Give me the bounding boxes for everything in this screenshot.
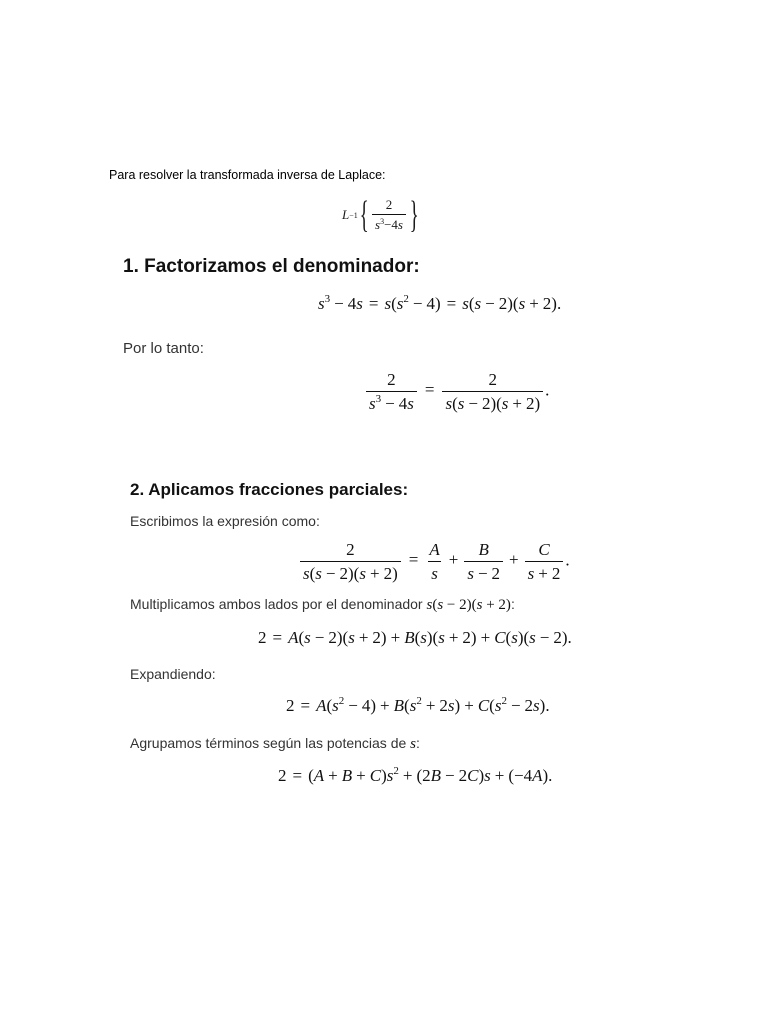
section2-heading: 2. Aplicamos fracciones parciales:: [130, 480, 409, 499]
group-text: Agrupamos términos según las potencias de s:: [130, 735, 420, 752]
expanding-text: Expandiendo:: [130, 666, 216, 682]
partial-fractions-equation: $\frac{2}{s(s - 2)(s + 2)}$ = $\frac{A}{s}$ + $\frac{B}{s - 2}$ + $\frac{C}{s + 2}$ .: [298, 540, 570, 583]
multiply-text: Multiplicamos ambos lados por el denominador s(s − 2)(s + 2):: [130, 596, 515, 613]
variable-s: s: [410, 736, 417, 752]
therefore-text: Por lo tanto:: [123, 340, 204, 357]
grouped-equation: $2 = (A + B + C)s^2 + (2B - 2C)s + (-4A)$.: [278, 765, 553, 785]
laplace-expression: L −1 { $\frac{2}{s^3-4s}$ }: [342, 194, 419, 236]
denominator-inline: s(s − 2)(s + 2): [426, 597, 511, 613]
fraction-equation: $\frac{2}{s^3 - 4s}$ = $\frac{2}{s(s - 2)(s + 2)}$ .: [364, 370, 549, 413]
section1-heading: 1. Factorizamos el denominador:: [123, 256, 420, 277]
factorization-equation: $s^3 - 4s = s(s^2 - 4) = s(s - 2)(s + 2)$.: [318, 293, 562, 313]
expanded-equation: $2 = A(s^2 - 4) + B(s^2 + 2s) + C(s^2 - 2s)$.: [286, 695, 550, 715]
intro-text: Para resolver la transformada inversa de Laplace:: [109, 168, 386, 182]
write-as-text: Escribimos la expresión como:: [130, 513, 320, 529]
multiplied-equation: 2 = A(s − 2)(s + 2) + B(s)(s + 2) + C(s)(s − 2).: [258, 628, 572, 647]
multiply-label: Multiplicamos ambos lados por el denominador: [130, 596, 423, 612]
group-label: Agrupamos términos según las potencias de: [130, 735, 407, 751]
